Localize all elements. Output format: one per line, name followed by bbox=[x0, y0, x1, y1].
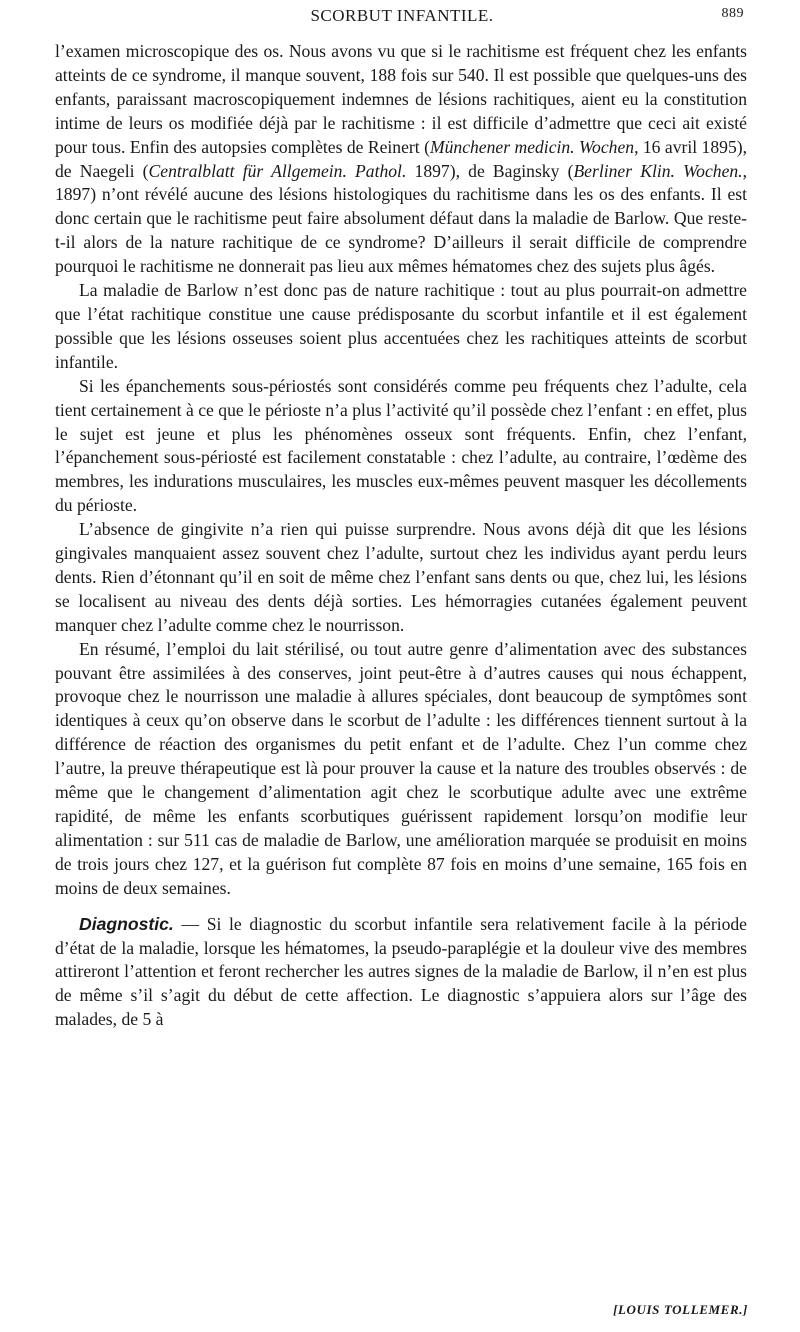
paragraph-1 bbox=[55, 40, 747, 279]
section-title-diagnostic: Diagnostic. bbox=[79, 913, 174, 934]
paragraph-4: L’absence de gingivite n’a rien qui puisse surprendre. Nous avons déjà dit que les lésions gingivales manquaient assez souvent chez l’adulte, surtout chez les individus ayant perdu leurs dents. Rien d’étonnant qu’il en soit de même chez l’enfant sans dents ou que, chez lui, les lésions se localisent au niveau des dents déjà sorties. Les hémorragies cutanées également peuvent manquer chez l’adulte comme chez le nourrisson. bbox=[55, 519, 747, 635]
paragraph-1-post: , 1897) n’ont révélé aucune des lésions histologiques du rachitisme dans les os des enfants. Il est donc certain que le rachitisme peut faire absolument défaut dans la maladie de Barlow. Que reste-t-il alors de la nature rachitique de ce syndrome? D’ailleurs il serait difficile de comprendre pourquoi le rachitisme ne donnerait pas lieu aux mêmes hématomes chez des sujets plus âgés. bbox=[55, 160, 747, 277]
citation-centralblatt: Centralblatt für Allgemein. Pathol. bbox=[148, 160, 407, 181]
paragraph-1-pre: l’examen microscopique des os. Nous avons vu que si le rachitisme est fréquent chez les enfants atteints de ce syndrome, il manque souvent, 188 fois sur 540. Il est possible que quelques-uns des enfants, paraissant macroscopiquement indemnes de lésions rachitiques, aient eu la constitution intime de leurs os modifiée déjà par le rachitisme : il est difficile d’admettre que ceci ait existé pour tous. Enfin des autopsies complètes de Reinert ( bbox=[55, 41, 747, 157]
diagnostic-text: — Si le diagnostic du scorbut infantile sera relativement facile à la période d’état de la maladie, lorsque les hématomes, la pseudo-paraplégie et la douleur vive des membres attireront l’attention et feront rechercher les autres signes de la maladie de Barlow, il n’en est plus de même s’il s’agit du début de cette affection. Le diagnostic s’appuiera alors sur l’âge des malades, de 5 à bbox=[55, 913, 747, 1030]
paragraph-2: La maladie de Barlow n’est donc pas de nature rachitique : tout au plus pourrait-on admettre que l’état rachitique constitue une cause prédisposante du scorbut infantile et il est également possible que les lésions osseuses soient plus accentuées chez les rachitiques atteints de scorbut infantile. bbox=[55, 280, 747, 372]
paragraph-3: Si les épanchements sous-périostés sont considérés comme peu fréquents chez l’adulte, cela tient certainement à ce que le périoste n’a plus l’activité qu’il possède chez l’enfant : en effet, plus le sujet est jeune et plus les phénomènes osseux sont fréquents. Enfin, chez l’enfant, l’épanchement sous-périosté est facilement constatable : chez l’adulte, au contraire, l’œdème des membres, les indurations musculaires, les muscles eux-mêmes peuvent masquer les décollements du périoste. bbox=[55, 375, 747, 516]
paragraph-5: En résumé, l’emploi du lait stérilisé, ou tout autre genre d’alimentation avec des substances pouvant être assimilées à des conserves, joint peut-être à d’autres causes qui nous échappent, provoque chez le nourrisson une maladie à allures spéciales, dont beaucoup de symptômes sont identiques à ceux qu’on observe dans le scorbut de l’adulte : les différences tiennent surtout à la différence de réaction des organismes du petit enfant et de l’adulte. Chez l’un comme chez l’autre, la preuve thérapeutique est là pour prouver la cause et la nature des troubles observés : de même que le changement d’alimentation agit chez le scorbutique adulte avec une extrême rapidité, de même les enfants scorbutiques guérissent rapidement lorsqu’on modifie leur alimentation : sur 511 cas de maladie de Barlow, une amélioration marquée se produisit en moins de trois jours chez 127, et la guérison fut complète 87 fois en moins d’une semaine, 165 fois en moins de deux semaines. bbox=[55, 638, 747, 898]
paragraph-1-mid1: , 16 avril 1895), de Naegeli ( bbox=[55, 136, 748, 181]
citation-munchener: Münchener medicin. Wochen bbox=[429, 136, 635, 157]
paragraph-diagnostic bbox=[55, 913, 747, 1033]
paragraph-1-mid2: 1897), de Baginsky ( bbox=[406, 160, 574, 181]
body-text bbox=[55, 40, 747, 1032]
running-header bbox=[60, 6, 744, 28]
running-title: SCORBUT INFANTILE. bbox=[310, 6, 494, 25]
citation-berliner: Berliner Klin. Wochen. bbox=[573, 160, 743, 181]
author-signature: [LOUIS TOLLEMER.] bbox=[613, 1302, 748, 1317]
page-number: 889 bbox=[721, 6, 744, 21]
